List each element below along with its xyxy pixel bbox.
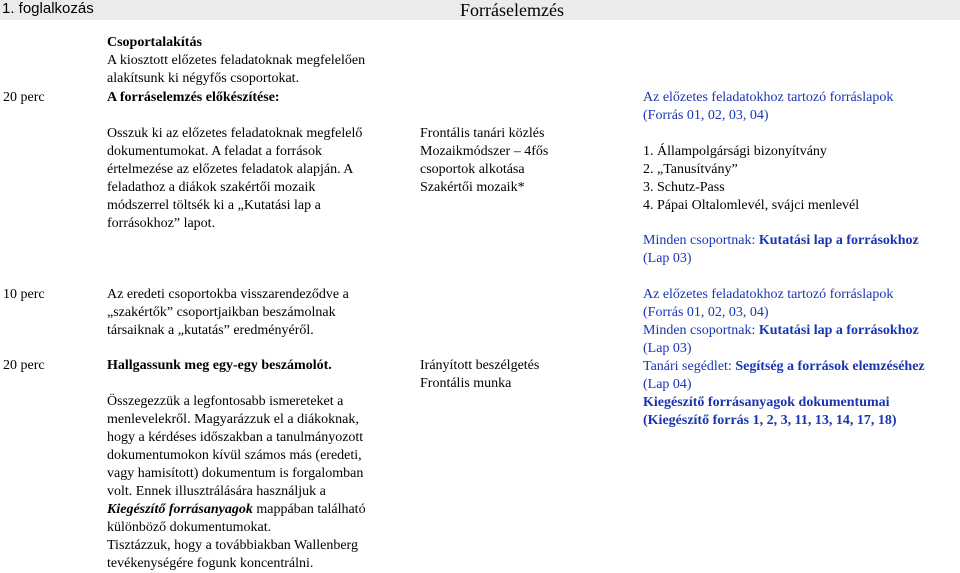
prep-desc-line: forrásokhoz” lapot.	[107, 216, 216, 231]
resource-item: 1. Állampolgársági bizonyítvány	[643, 144, 827, 159]
supplementary-list: (Kiegészítő forrás 1, 2, 3, 11, 13, 14, 17, 18)	[643, 413, 897, 428]
resource-item: 3. Schutz-Pass	[643, 180, 725, 195]
listen-time: 20 perc	[3, 358, 45, 373]
regroup-desc-line: Az eredeti csoportokba visszarendeződve a	[107, 287, 349, 302]
summary-line: vagy hamisított) dokumentum is forgalomban	[107, 466, 364, 481]
prep-desc-line: dokumentumokat. A feladat a források	[107, 144, 322, 159]
prep-desc-line: feladathoz a diákok szakértői mozaik	[107, 180, 316, 195]
group-formation-title: Csoportalakítás	[107, 35, 202, 50]
summary-line: különböző dokumentumokat.	[107, 520, 272, 535]
resources-heading: Az előzetes feladatokhoz tartozó forráslapok	[643, 287, 894, 302]
group-formation-line: alakítsunk ki négyfős csoportokat.	[107, 71, 300, 86]
teacher-aid-title: Segítség a források elemzéséhez	[735, 359, 925, 374]
summary-line: Tisztázzuk, hogy a továbbiakban Wallenberg	[107, 538, 358, 553]
prep-description	[107, 125, 362, 233]
resource-item: 2. „Tanusítvány”	[643, 162, 738, 177]
page-title: Forráselemzés	[460, 0, 564, 20]
teacher-aid-prefix: Tanári segédlet:	[643, 359, 732, 374]
summary-line: dokumentumokon kívül számos más (eredeti,	[107, 448, 362, 463]
group-formation-line: A kiosztott előzetes feladatoknak megfelelően	[107, 53, 366, 68]
prep-method: csoportok alkotása	[420, 162, 525, 177]
prep-resources	[643, 89, 893, 125]
listen-summary	[107, 393, 366, 573]
prep-title: A forráselemzés előkészítése:	[107, 90, 280, 105]
listen-method: Irányított beszélgetés	[420, 358, 540, 373]
regroup-desc-line: társaiknak a „kutatás” eredményéről.	[107, 323, 314, 338]
resources-list	[643, 143, 859, 215]
resources-heading: Az előzetes feladatokhoz tartozó forráslapok	[643, 90, 894, 105]
regroup-time: 10 perc	[3, 287, 45, 302]
prep-time: 20 perc	[3, 90, 45, 105]
resources-heading-sub: (Forrás 01, 02, 03, 04)	[643, 305, 769, 320]
group-sheet-page: (Lap 03)	[643, 341, 692, 356]
group-sheet-page: (Lap 03)	[643, 251, 692, 266]
prep-desc-line: módszerrel töltsék ki a „Kutatási lap a	[107, 198, 321, 213]
group-sheet-title: Kutatási lap a forrásokhoz	[758, 323, 919, 338]
prep-method: Szakértői mozaik*	[420, 180, 525, 195]
group-sheet-title: Kutatási lap a forrásokhoz	[758, 233, 919, 248]
prep-desc-line: értelmezése az előzetes feladatok alapján. A	[107, 162, 354, 177]
prep-method: Frontális tanári közlés	[420, 126, 545, 141]
summary-line: hogy a kérdéses időszakban a tanulmányozott	[107, 430, 364, 445]
regroup-resources	[643, 286, 925, 430]
listen-methods	[420, 357, 539, 393]
supplementary-title: Kiegészítő forrásanyagok dokumentumai	[643, 395, 890, 410]
group-sheet-prefix: Minden csoportnak:	[643, 233, 756, 248]
regroup-description	[107, 286, 349, 340]
listen-title: Hallgassunk meg egy-egy beszámolót.	[107, 358, 332, 373]
folder-suffix: mappában található	[252, 502, 366, 517]
prep-method: Mozaikmódszer – 4fős	[420, 144, 549, 159]
folder-name: Kiegészítő forrásanyagok	[107, 502, 253, 517]
regroup-desc-line: „szakértők” csoportjaikban beszámolnak	[107, 305, 336, 320]
summary-line: volt. Ennek illusztrálására használjuk a	[107, 484, 326, 499]
listen-method: Frontális munka	[420, 376, 512, 391]
prep-desc-line: Osszuk ki az előzetes feladatoknak megfelelő	[107, 126, 363, 141]
lesson-label: 1. foglalkozás	[2, 0, 94, 17]
teacher-aid-page: (Lap 04)	[643, 377, 692, 392]
summary-line: Összegezzük a legfontosabb ismereteket a	[107, 394, 344, 409]
prep-methods	[420, 125, 548, 197]
summary-line: tevékenységére fogunk koncentrálni.	[107, 556, 314, 571]
group-sheet-prefix: Minden csoportnak:	[643, 323, 756, 338]
resources-heading-sub: (Forrás 01, 02, 03, 04)	[643, 108, 769, 123]
group-formation	[107, 34, 365, 88]
prep-group-sheet	[643, 232, 919, 268]
resource-item: 4. Pápai Oltalomlevél, svájci menlevél	[643, 198, 860, 213]
summary-line: menlevelekről. Magyarázzuk el a diákoknak,	[107, 412, 359, 427]
